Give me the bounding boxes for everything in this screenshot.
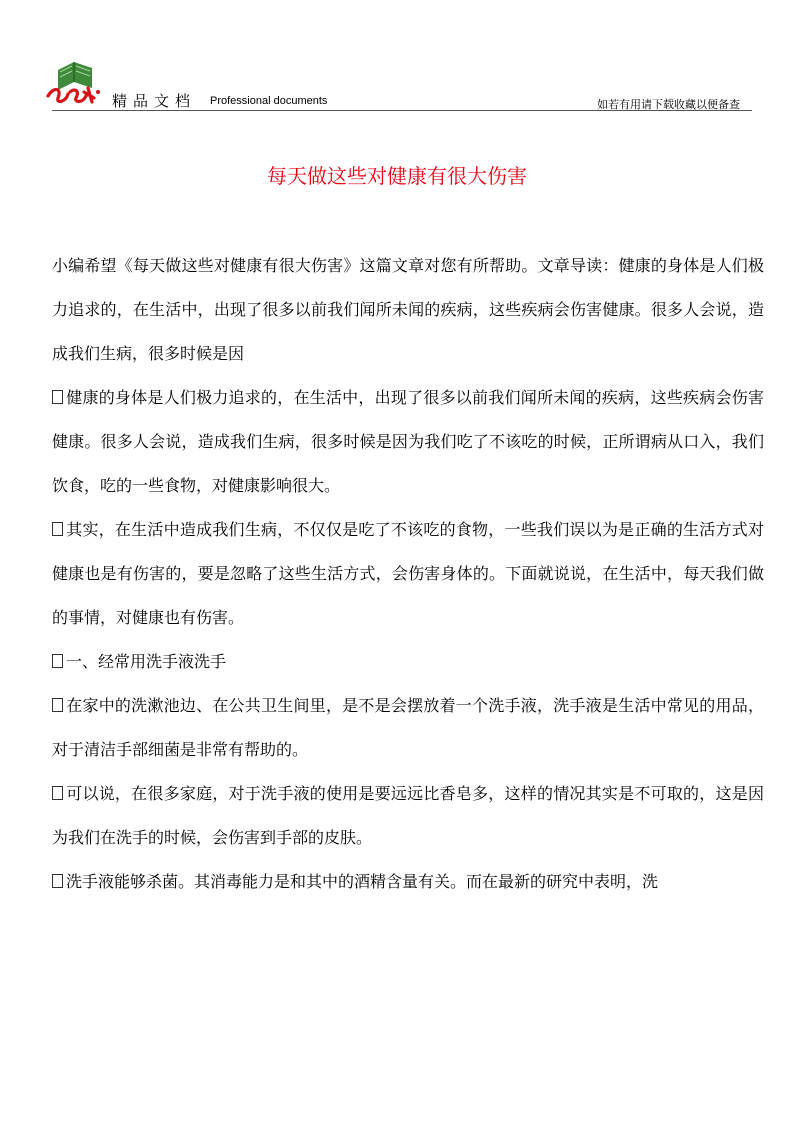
paragraph-text: 小编希望《每天做这些对健康有很大伤害》这篇文章对您有所帮助。文章导读：健康的身体是人们极力追求的，在生活中，出现了很多以前我们闻所未闻的疾病，这些疾病会伤害健康。很多人会说，造成我们生病，很多时候是因: [52, 256, 764, 363]
paragraph-text: 洗手液能够杀菌。其消毒能力是和其中的酒精含量有关。而在最新的研究中表明，洗: [66, 872, 659, 891]
paragraph: [52, 684, 764, 772]
missing-glyph-box-icon: [52, 698, 63, 712]
brand-subtitle: Professional documents: [210, 95, 328, 107]
missing-glyph-box-icon: [52, 390, 63, 404]
paragraph-text: 健康的身体是人们极力追求的，在生活中，出现了很多以前我们闻所未闻的疾病，这些疾病会伤害健康。很多人会说，造成我们生病，很多时候是因为我们吃了不该吃的时候，正所谓病从口入，我们饮食，吃的一些食物，对健康影响很大。: [52, 388, 764, 495]
paragraph: [52, 376, 764, 508]
document-title: 每天做这些对健康有很大伤害: [267, 164, 527, 188]
missing-glyph-box-icon: [52, 654, 63, 668]
paragraph: [52, 860, 764, 904]
paragraph-text: 其实，在生活中造成我们生病，不仅仅是吃了不该吃的食物，一些我们误以为是正确的生活方式对健康也是有伤害的，要是忽略了这些生活方式，会伤害身体的。下面就说说，在生活中，每天我们做的事情，对健康也有伤害。: [52, 520, 764, 627]
header-divider: [52, 110, 752, 111]
paragraph-text: 一、经常用洗手液洗手: [66, 652, 227, 671]
paragraph: [52, 244, 764, 376]
document-body: [52, 244, 764, 904]
paragraph-text: 可以说，在很多家庭，对于洗手液的使用是要远远比香皂多，这样的情况其实是不可取的，这是因为我们在洗手的时候，会伤害到手部的皮肤。: [52, 784, 764, 847]
paragraph: [52, 772, 764, 860]
paragraph-text: 在家中的洗漱池边、在公共卫生间里，是不是会摆放着一个洗手液，洗手液是生活中常见的用品，对于清洁手部细菌是非常有帮助的。: [52, 696, 764, 759]
header-note: 如若有用请下载收藏以便备查: [597, 98, 740, 111]
book-logo-icon: [44, 52, 104, 108]
paragraph: [52, 508, 764, 640]
missing-glyph-box-icon: [52, 786, 63, 800]
page-header: [0, 0, 794, 120]
missing-glyph-box-icon: [52, 874, 63, 888]
missing-glyph-box-icon: [52, 522, 63, 536]
brand-title: 精品文档: [112, 92, 197, 110]
paragraph: [52, 640, 764, 684]
